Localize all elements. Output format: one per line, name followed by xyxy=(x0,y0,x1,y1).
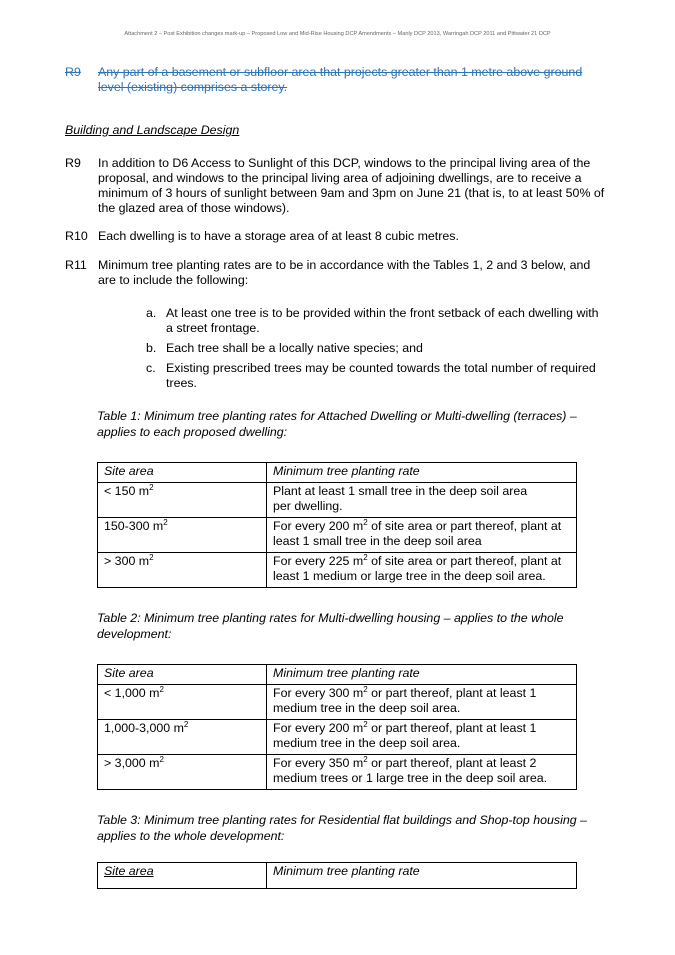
rule-line: minimum of 3 hours of sunlight between 9am and 3pm on June 21 (that is, to at least 50% of xyxy=(98,186,605,200)
caption-line: Table 1: Minimum tree planting rates for Attached Dwelling or Multi-dwelling (terraces) – xyxy=(97,409,577,423)
deleted-rule-text xyxy=(98,65,618,95)
caption-line: applies to each proposed dwelling: xyxy=(97,425,288,439)
list-label: a. xyxy=(146,306,157,320)
column-header: Minimum tree planting rate xyxy=(267,463,577,483)
deleted-rule-number: R9 xyxy=(65,65,81,79)
rule-text xyxy=(98,156,618,216)
tree-rates-table-1 xyxy=(97,462,577,588)
list-line: Each tree shall be a locally native species; and xyxy=(166,341,423,355)
rule-line: are to include the following: xyxy=(98,273,249,287)
list-line: trees. xyxy=(166,376,197,390)
list-line: a street frontage. xyxy=(166,321,260,335)
tree-rates-table-3 xyxy=(97,862,577,889)
site-area-cell: 1,000-3,000 $m^2$ xyxy=(98,720,267,755)
rate-cell: For every 225 $m^2$ of site area or part thereof, plant at least 1 medium or large tree in the deep soil area. xyxy=(267,553,577,588)
rule-number: R11 xyxy=(65,258,87,272)
table-row xyxy=(98,720,577,755)
page-header: Attachment 2 – Post Exhibition changes mark-up – Proposed Low and Mid-Rise Housing DCP Amendments – Manly DCP 2013, Warringah DCP 2011 and Pittwater 21 DCP xyxy=(124,31,551,37)
list-line: Existing prescribed trees may be counted towards the total number of required xyxy=(166,361,596,375)
caption-line: Table 2: Minimum tree planting rates for Multi-dwelling housing – applies to the whole xyxy=(97,611,564,625)
rate-cell: For every 350 $m^2$ or part thereof, plant at least 2 medium trees or 1 large tree in the deep soil area. xyxy=(267,755,577,790)
rule-number: R10 xyxy=(65,229,88,243)
rule-line: the glazed area of those windows). xyxy=(98,201,290,215)
rule-line: In addition to D6 Access to Sunlight of this DCP, windows to the principal living area of the xyxy=(98,156,591,170)
site-area-cell: < 1,000 $m^2$ xyxy=(98,685,267,720)
table-row xyxy=(98,755,577,790)
rule-line: Each dwelling is to have a storage area of at least 8 cubic metres. xyxy=(98,229,459,243)
rule-text xyxy=(98,229,618,244)
list-text xyxy=(166,341,606,356)
list-text xyxy=(166,306,606,336)
column-header: Minimum tree planting rate xyxy=(267,863,577,889)
table-row xyxy=(98,518,577,553)
column-header: Site area xyxy=(98,665,267,685)
rule-line: Minimum tree planting rates are to be in accordance with the Tables 1, 2 and 3 below, and xyxy=(98,258,591,272)
list-label: c. xyxy=(146,361,156,375)
caption-line: Table 3: Minimum tree planting rates for Residential flat buildings and Shop-top housing – xyxy=(97,813,587,827)
table-caption xyxy=(97,408,607,440)
list-label: b. xyxy=(146,341,157,355)
caption-line: development: xyxy=(97,627,172,641)
column-header: Site area xyxy=(98,463,267,483)
rate-cell: Plant at least 1 small tree in the deep soil area per dwelling. xyxy=(267,483,577,518)
site-area-cell: < 150 $m^2$ xyxy=(98,483,267,518)
rule-number: R9 xyxy=(65,156,81,170)
table-row xyxy=(98,685,577,720)
rule-line: proposal, and windows to the principal living area of adjoining dwellings, are to receive a xyxy=(98,171,582,185)
rate-cell: For every 200 $m^2$ or part thereof, plant at least 1 medium tree in the deep soil area. xyxy=(267,720,577,755)
list-text xyxy=(166,361,606,391)
table-row xyxy=(98,553,577,588)
caption-line: applies to the whole development: xyxy=(97,829,285,843)
deleted-rule-line: Any part of a basement or subfloor area that projects greater than 1 metre above ground xyxy=(98,65,583,79)
site-area-cell: 150-300 $m^2$ xyxy=(98,518,267,553)
section-heading: Building and Landscape Design xyxy=(65,123,240,137)
column-header: Minimum tree planting rate xyxy=(267,665,577,685)
tree-rates-table-2 xyxy=(97,664,577,790)
site-area-cell: > 300 $m^2$ xyxy=(98,553,267,588)
rate-cell: For every 200 $m^2$ of site area or part thereof, plant at least 1 small tree in the deep soil area xyxy=(267,518,577,553)
deleted-rule-line: level (existing) comprises a storey. xyxy=(98,80,288,94)
table-row xyxy=(98,483,577,518)
rule-text xyxy=(98,258,618,288)
rate-cell: For every 300 $m^2$ or part thereof, plant at least 1 medium tree in the deep soil area. xyxy=(267,685,577,720)
table-caption xyxy=(97,610,607,642)
column-header: Site area xyxy=(98,863,267,889)
table-caption xyxy=(97,812,607,844)
list-line: At least one tree is to be provided within the front setback of each dwelling with xyxy=(166,306,599,320)
site-area-cell: > 3,000 $m^2$ xyxy=(98,755,267,790)
